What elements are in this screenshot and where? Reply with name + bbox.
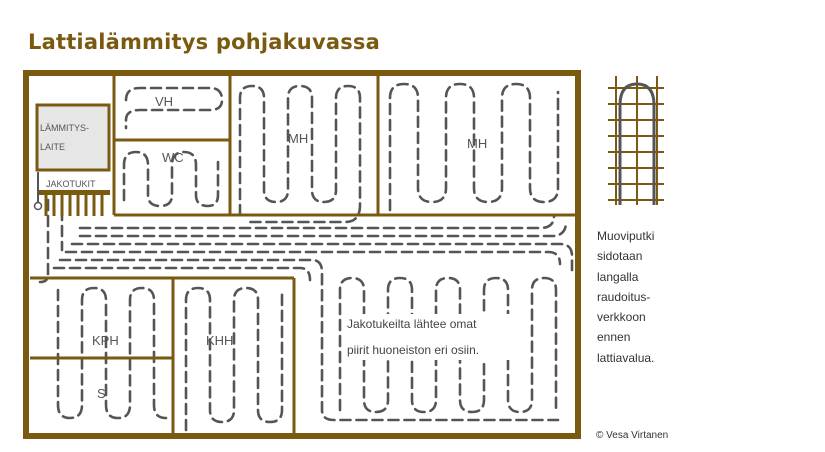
heater-label-line2: LAITE bbox=[40, 142, 66, 152]
manifold bbox=[35, 172, 111, 216]
pipe-run-hall-4 bbox=[66, 252, 560, 264]
side-note-line: sidotaan bbox=[597, 249, 643, 264]
room-label-vh: VH bbox=[155, 94, 174, 109]
pipe-circuit-vh bbox=[126, 88, 222, 128]
side-note bbox=[597, 226, 687, 368]
rebar-mesh-illustration bbox=[608, 76, 664, 205]
diagram-title: Lattialämmitys pohjakuvassa bbox=[28, 30, 380, 54]
room-label-mh-1: MH bbox=[288, 131, 309, 146]
side-note-line: langalla bbox=[597, 269, 639, 284]
side-note-line: Muoviputki bbox=[597, 229, 655, 243]
copyright: © Vesa Virtanen bbox=[596, 430, 669, 441]
pipe-circuit-khh bbox=[186, 288, 282, 430]
room-label-wc: WC bbox=[162, 150, 184, 165]
room-label-s: S bbox=[97, 386, 106, 401]
center-note-line1: Jakotukeilta lähtee omat bbox=[347, 317, 477, 331]
room-label-kph: KPH bbox=[92, 333, 119, 348]
side-note-line: lattiavalua. bbox=[597, 350, 655, 365]
pipe-circuit-mh-1 bbox=[240, 86, 360, 222]
side-note-line: verkkoon bbox=[597, 310, 646, 325]
side-note-line: ennen bbox=[597, 330, 631, 345]
pipe-circuit-kph bbox=[58, 288, 166, 418]
room-label-mh-2: MH bbox=[467, 136, 488, 151]
heater-label-line1: LÄMMITYS- bbox=[40, 123, 90, 133]
manifold-label: JAKOTUKIT bbox=[46, 179, 96, 189]
heating-unit bbox=[37, 105, 109, 170]
side-note-line: raudoitus- bbox=[597, 289, 651, 304]
room-label-khh: KHH bbox=[206, 333, 234, 348]
center-note-line2: piirit huoneiston eri osiin. bbox=[347, 343, 480, 357]
